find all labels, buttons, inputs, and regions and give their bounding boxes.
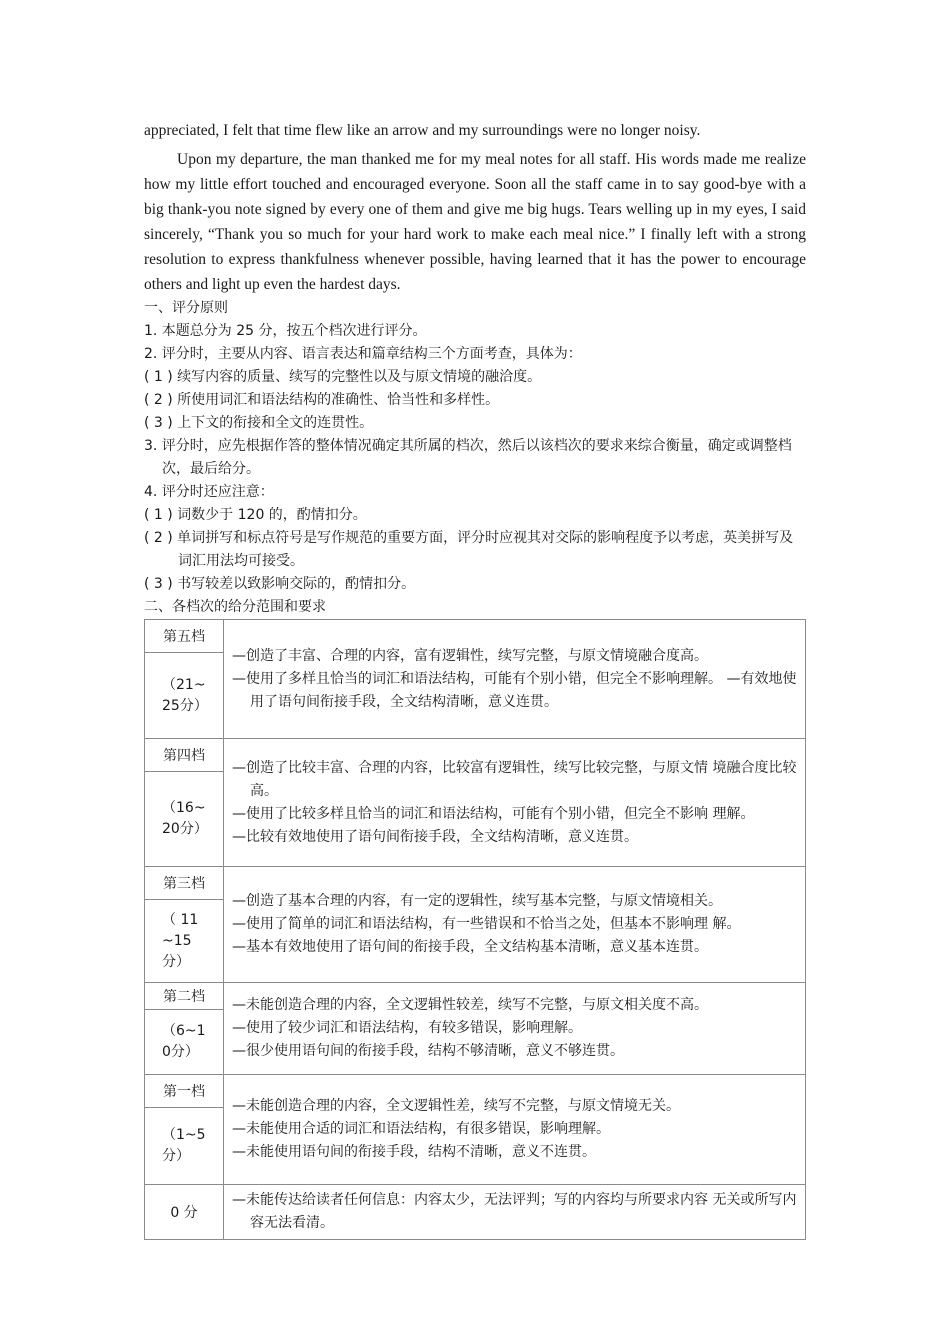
table-row [145, 1185, 806, 1240]
principle-subitem: ( 1 ) 词数少于 120 的，酌情扣分。 [144, 507, 367, 523]
grading-table [144, 619, 806, 1240]
principle-item: 3. 评分时，应先根据作答的整体情况确定其所属的档次，然后以该档次的要求来综合衡量，确定或调整档次，最后给分。 [144, 438, 792, 477]
principle-item: 2. 评分时，主要从内容、语言表达和篇章结构三个方面考查，具体为： [144, 346, 582, 362]
grade-requirements: —未能创造合理的内容，全文逻辑性较差，续写不完整，与原文相关度不高。 —使用了较少词汇和语法结构，有较多错误，影响理解。 —很少使用语句间的衔接手段，结构不够清晰，意义不够连贯。 [224, 983, 806, 1075]
table-row [145, 867, 806, 900]
grade-level: 0 分 [145, 1185, 224, 1240]
principle-subitem: ( 2 ) 所使用词汇和语法结构的准确性、恰当性和多样性。 [144, 392, 500, 408]
grade-range: （ 11~15分） [145, 900, 224, 983]
grade-level: 第五档 [145, 620, 224, 653]
grade-range: （16~20分） [145, 772, 224, 867]
section-heading-principles: 一、评分原则 [144, 300, 228, 316]
grade-level: 第二档 [145, 983, 224, 1010]
grade-level: 第四档 [145, 739, 224, 772]
passage-paragraph-2: Upon my departure, the man thanked me for my meal notes for all staff. His words made me realize how my little effort touched and encouraged everyone. Soon all the staff came in to say good-bye with a big thank-you note signed by every one of them and give me big hugs. Tears welling up in my eyes, I said sincerely, “Thank you so much for your hard work to make each meal nice.” I finally left with a strong resolution to express thankfulness whenever possible, having learned that it has the power to encourage others and light up even the hardest days. [144, 151, 806, 293]
principle-item: 4. 评分时还应注意： [144, 484, 274, 500]
principle-subitem: ( 2 ) 单词拼写和标点符号是写作规范的重要方面，评分时应视其对交际的影响程度予以考虑，英美拼写及词汇用法均可接受。 [144, 530, 794, 569]
grade-level: 第三档 [145, 867, 224, 900]
grade-requirements: —创造了基本合理的内容，有一定的逻辑性，续写基本完整，与原文情境相关。 —使用了简单的词汇和语法结构，有一些错误和不恰当之处，但基本不影响理 解。 —基本有效地使用了语句间的衔接手段，全文结构基本清晰，意义基本连贯。 [224, 867, 806, 983]
grade-level: 第一档 [145, 1075, 224, 1108]
grade-range: （1~5分） [145, 1108, 224, 1185]
principle-subitem: ( 1 ) 续写内容的质量、续写的完整性以及与原文情境的融洽度。 [144, 369, 542, 385]
grade-range: （6~10分） [145, 1010, 224, 1075]
table-row [145, 620, 806, 653]
document-page [144, 118, 806, 1240]
principle-subitem: ( 3 ) 上下文的衔接和全文的连贯性。 [144, 415, 374, 431]
principle-subitem: ( 3 ) 书写较差以致影响交际的，酌情扣分。 [144, 576, 416, 592]
grade-requirements: —创造了丰富、合理的内容，富有逻辑性，续写完整，与原文情境融合度高。 —使用了多样且恰当的词汇和语法结构，可能有个别小错，但完全不影响理解。 —有效地使用了语句间衔接手段，全文结构清晰，意义连贯。 [224, 620, 806, 739]
passage-paragraph-1: appreciated, I felt that time flew like an arrow and my surroundings were no longer noisy. [144, 122, 701, 139]
principle-item: 1. 本题总分为 25 分，按五个档次进行评分。 [144, 323, 427, 339]
grade-requirements: —创造了比较丰富、合理的内容，比较富有逻辑性，续写比较完整，与原文情 境融合度比较高。 —使用了比较多样且恰当的词汇和语法结构，可能有个别小错，但完全不影响 理解。 —比较有效地使用了语句间衔接手段，全文结构清晰，意义连贯。 [224, 739, 806, 867]
table-row [145, 1075, 806, 1108]
section-heading-grades: 二、各档次的给分范围和要求 [144, 599, 326, 615]
table-row [145, 739, 806, 772]
table-row [145, 983, 806, 1010]
grade-range: （21~25分） [145, 653, 224, 739]
grade-requirements: —未能创造合理的内容，全文逻辑性差，续写不完整，与原文情境无关。 —未能使用合适的词汇和语法结构，有很多错误，影响理解。 —未能使用语句间的衔接手段，结构不清晰，意义不连贯。 [224, 1075, 806, 1185]
grade-requirements: —未能传达给读者任何信息：内容太少，无法评判；写的内容均与所要求内容 无关或所写内容无法看清。 [224, 1185, 806, 1240]
